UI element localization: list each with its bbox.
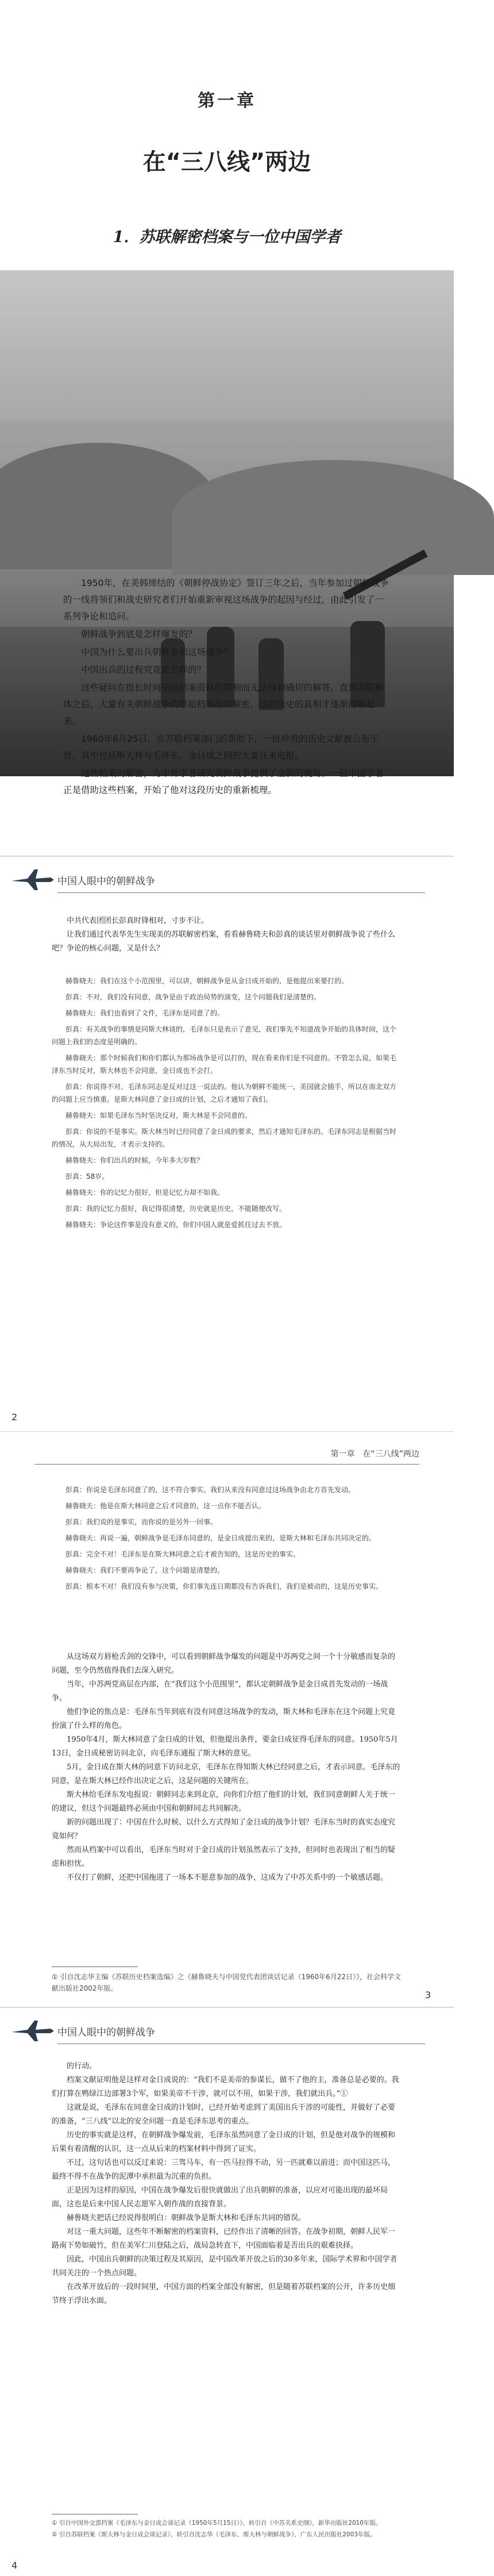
running-head	[0, 1432, 454, 1478]
running-head-label: 中国人眼中的朝鲜战争	[57, 2027, 155, 2038]
paragraph: 这就是说，毛泽东在同意金日成的计划时，已经开始考虑到了美国出兵干涉的可能性，并做好了必要的准备，“三八线”以北的安全问题一直是毛泽东思考的重点。	[52, 2103, 396, 2126]
body-text	[52, 914, 402, 956]
dialog-line: 彭真：完全不对！毛泽东是在斯大林同意之后才被告知的，这是历史的事实。	[65, 1550, 300, 1558]
footnote: ① 引自中国外交部档案《毛泽东与金日成会谈记录（1950年5月15日）》，转引自《中苏关系史纲》，新华出版社2010年版。	[52, 2520, 382, 2527]
dialog-line: 彭真：你说的不是事实。斯大林当时已经同意了金日成的要求，然后才通知毛泽东的。毛泽东同志是根据当时的情况，从大局出发，才表示支持的。	[52, 1128, 397, 1148]
dialog-line: 赫鲁晓夫：他是在斯大林同意之后才同意的，这一点你不能否认。	[65, 1502, 266, 1510]
dialog-line: 赫鲁晓夫：你的记忆力很好，但是记忆力却不如我。	[65, 1189, 225, 1197]
chapter-number: 第一章	[198, 91, 256, 111]
chapter-title: 在“三八线”两边	[142, 149, 311, 175]
footnote: ② 引自苏联档案《斯大林与金日成会谈记录》，转引自沈志华《毛泽东、斯大林与朝鲜战争》，广东人民出版社2003年版。	[52, 2531, 376, 2538]
paragraph: 从这场双方唇枪舌剑的交锋中，可以看到朝鲜战争爆发的问题是中苏两党之间一个十分敏感而复杂的问题，至今仍然值得我们去深入研究。	[52, 1653, 396, 1675]
dialog-line: 赫鲁晓夫：争论这件事是没有意义的，你们中国人就是爱抓住过去不放。	[65, 1221, 287, 1229]
dialog-line: 彭真：你说得不对。毛泽东同志是反对过这一说法的。他认为朝鲜不能统一，美国就会插手，所以在南北双方的问题上应当慎重。是斯大林同意了金日成的计划，之后才通知了我们。	[52, 1083, 397, 1103]
page-3	[0, 1432, 454, 2007]
dialog-line: 赫鲁晓夫：我们不要再争论了，这个问题是清楚的。	[65, 1566, 225, 1574]
dialog-line: 赫鲁晓夫：如果毛泽东当时坚决反对，斯大林是不会同意的。	[65, 1111, 252, 1120]
dialog-transcript	[52, 975, 402, 1235]
paragraph: 正是因为这样的原因，中国在战争爆发后很快就做出了出兵朝鲜的准备，以应对可能出现的最坏局面，这也是后来中国人民志愿军入朝作战的直接背景。	[52, 2186, 388, 2209]
paragraph: 让我们通过代表华先生实现美的苏联解密档案，看看赫鲁晓夫和彭真的谈话里对朝鲜战争说了些什么吧？争论的核心问题，又是什么？	[52, 930, 396, 953]
dialog-line: 彭真：58岁。	[65, 1172, 109, 1180]
page-4	[0, 2008, 454, 2576]
page-number: 4	[11, 2560, 18, 2571]
page-number: 3	[425, 1989, 431, 2000]
section-title: 1．苏联解密档案与一位中国学者	[113, 228, 341, 246]
paragraph: 斯大林给毛泽东发电报说：朝鲜同志来到北京，向你们介绍了他们的计划，我们同意朝鲜人关于统一的建议，但这个问题最终必须由中国和朝鲜同志共同解决。	[52, 1791, 396, 1813]
paragraph: 不仅打了朝鲜，还把中国拖进了一场本不愿意参加的战争，这成为了中苏关系中的一个敏感话题。	[67, 1873, 388, 1882]
dialog-line: 彭真：根本不对！我们没有参与决策，你们事先连日期都没有告诉我们，我们是被动的，这是历史事实。	[65, 1582, 383, 1590]
intro-paragraph: 1950年，在美韩缔结的《朝鲜停战协定》签订三年之后，当年参加过朝鲜战争的一线将领们和战史研究者们开始重新审视这场战争的起因与经过，由此引发了一系列争论和追问。	[63, 578, 389, 622]
footnote: ① 引自沈志华主编《苏联历史档案选编》之《赫鲁晓夫与中国党代表团谈话记录（1960年6月22日）》，社会科学文献出版社2002年版。	[52, 1973, 402, 1992]
paragraph: 赫鲁晓夫把话已经说得很明白：朝鲜战争是斯大林和毛泽东共同的错误。	[67, 2214, 306, 2222]
dialog-line: 赫鲁晓夫：你们出兵的时候，今年多大岁数？	[65, 1156, 204, 1164]
intro-paragraph: 中国为什么要出兵朝鲜参加这场战争？	[81, 647, 233, 657]
photo-sky	[0, 270, 454, 420]
paragraph: 在改革开放后的一段时间里，中国方面的档案全部没有解密，但是随着苏联档案的公开，许多历史细节终于浮出水面。	[52, 2283, 396, 2305]
header-rule	[34, 1464, 419, 1465]
paragraph: 新的问题出现了：中国在什么时候、以什么方式得知了金日成的战争计划？毛泽东当时的真实态度究竟如何？	[52, 1818, 396, 1841]
photo-hill	[172, 460, 494, 575]
paragraph: 1950年4月，斯大林同意了金日成的计划，但他提出条件，要金日成征得毛泽东的同意。1950年5月13日，金日成秘密访问北京，向毛泽东通报了斯大林的意见。	[52, 1735, 398, 1758]
intro-paragraph: 1960年6月25日，在苏联档案部门的帮助下，一批珍贵的历史文献被公布于世，其中包括斯大林与毛泽东、金日成之间的大量往来电报。	[63, 734, 379, 761]
dialog-line: 彭真：我的记忆力很好，我记得很清楚，历史就是历史，不能随便改写。	[65, 1205, 287, 1213]
paragraph: 对这一重大问题，这些年不断解密的档案资料，已经作出了清晰的回答。在战争初期，朝鲜人民军一路南下势如破竹，但在美军仁川登陆之后，战局急转直下，中国面临着是否出兵的艰难抉择。	[52, 2228, 396, 2250]
dialog-transcript	[52, 1483, 402, 1596]
paragraph: 中共代表团团长彭真时锋相对，寸步不让。	[67, 917, 209, 925]
running-head-label: 第一章 在“三八线”两边	[330, 1450, 419, 1459]
paragraph: 因此，中国出兵朝鲜的决策过程及其原因，是中国改革开放之后的30多年来，国际学术界和中国学者共同关注的一个热点问题。	[52, 2255, 397, 2278]
fighter-jet-icon	[10, 2018, 55, 2044]
running-head-label: 中国人眼中的朝鲜战争	[57, 876, 155, 887]
running-head	[0, 857, 454, 903]
paragraph: 不过，这句话也可以反过来说：三驾马车，有一匹马拉得不动，另一匹就难以前进；而中国这匹马，最终不得不在战争的泥潭中承担最为沉重的负担。	[52, 2159, 396, 2181]
footnotes	[52, 1971, 402, 1996]
dialog-line: 彭真：我们说的是事实，而你说的是另外一回事。	[65, 1518, 218, 1526]
header-rule	[57, 892, 425, 893]
footnotes	[52, 2518, 402, 2542]
body-text	[52, 2060, 402, 2308]
page-number: 2	[11, 1412, 18, 1423]
intro-paragraph: 这些疑问在很长时间里因档案资料的限制而无法得到确切的解答。直到苏联解体之后，大量有关朝鲜战争的原始档案陆续解密，这段历史的真相才逐渐清晰起来。	[63, 683, 384, 726]
dialog-line: 赫鲁晓夫：我们也看到了文件，毛泽东是同意了的。	[65, 1009, 225, 1017]
dialog-line: 赫鲁晓夫：我们在这个小范围里，可以讲，朝鲜战争是从金日成开始的，是他提出来要打的。	[65, 977, 349, 985]
intro-paragraph: 这些档案的解密，为中外学者研究朝鲜战争提供了全新的视角。一位中国学者正是借助这些档案，开始了他对这段历史的重新梳理。	[63, 768, 384, 795]
intro-paragraph: 朝鲜战争到底是怎样爆发的？	[81, 629, 197, 639]
paragraph: 他们争论的焦点是：毛泽东当年到底有没有同意这场战争的发动，斯大林和毛泽东在这个问题上究竟扮演了什么样的角色。	[52, 1708, 396, 1730]
page-2	[0, 857, 454, 1432]
page-1	[0, 0, 454, 851]
dialog-line: 赫鲁晓夫：那个时候我们和你们都认为那场战争是可以打的，现在看来你们是不同意的。不管怎么说，如果毛泽东当时反对，斯大林也不会同意，金日成也不会打。	[52, 1054, 397, 1075]
dialog-line: 赫鲁晓夫：再说一遍，朝鲜战争是毛泽东同意的，是金日成提出来的，是斯大林和毛泽东共同决定的。	[65, 1534, 376, 1542]
intro-paragraph: 中国出兵的过程究竟是怎样的？	[81, 665, 206, 675]
footnote-rule	[52, 1966, 138, 1967]
paragraph: 5月，金日成在斯大林的同意下访问北京，毛泽东在得知斯大林已经同意之后，才表示同意。毛泽东的同意，是在斯大林已经作出决定之后，这是问题的关键所在。	[52, 1763, 400, 1785]
running-head	[0, 2008, 454, 2054]
intro-text	[63, 575, 391, 800]
body-text	[52, 1650, 402, 1885]
paragraph: 当年，中苏两党高层在内部，在“我们这个小范围里”，都认定朝鲜战争是金日成首先发动的一场战争。	[52, 1680, 388, 1703]
paragraph: 历史的事实就是这样，在朝鲜战争爆发前，毛泽东虽然同意了金日成的计划，但是他对战争的规模和后果有着清醒的认识，这一点从后来的档案材料中得到了证实。	[52, 2131, 396, 2153]
dialog-line: 彭真：不对，我们没有同意，战争是由于政治局势的演变，这个问题我们是清楚的。	[65, 993, 321, 1001]
dialog-line: 彭真：有关战争的事情是同斯大林谈的，毛泽东只是表示了意见，我们事先不知道战争开始的具体时间，这个问题上我们的态度是明确的。	[52, 1025, 397, 1046]
fighter-jet-icon	[10, 867, 55, 892]
paragraph: 然而从档案中可以看出，毛泽东当时对于金日成的计划虽然表示了支持，但同时也表现出了相当的疑虑和担忧。	[52, 1846, 396, 1868]
paragraph: 的行动。	[67, 2062, 97, 2071]
chapter-photo	[0, 270, 454, 795]
dialog-line: 彭真：你说是毛泽东同意了的，这不符合事实。我们从来没有同意过这场战争由北方首先发动。	[65, 1486, 356, 1494]
paragraph: 档案文献证明他是这样对金日成说的：“我们不是美帝的参谋长，做不了他的主，准备总是必要的。我们打算在鸭绿江边部署3个军，如果美帝不干涉，就可以不用，如果干涉，我们就出兵。”①	[52, 2076, 399, 2098]
